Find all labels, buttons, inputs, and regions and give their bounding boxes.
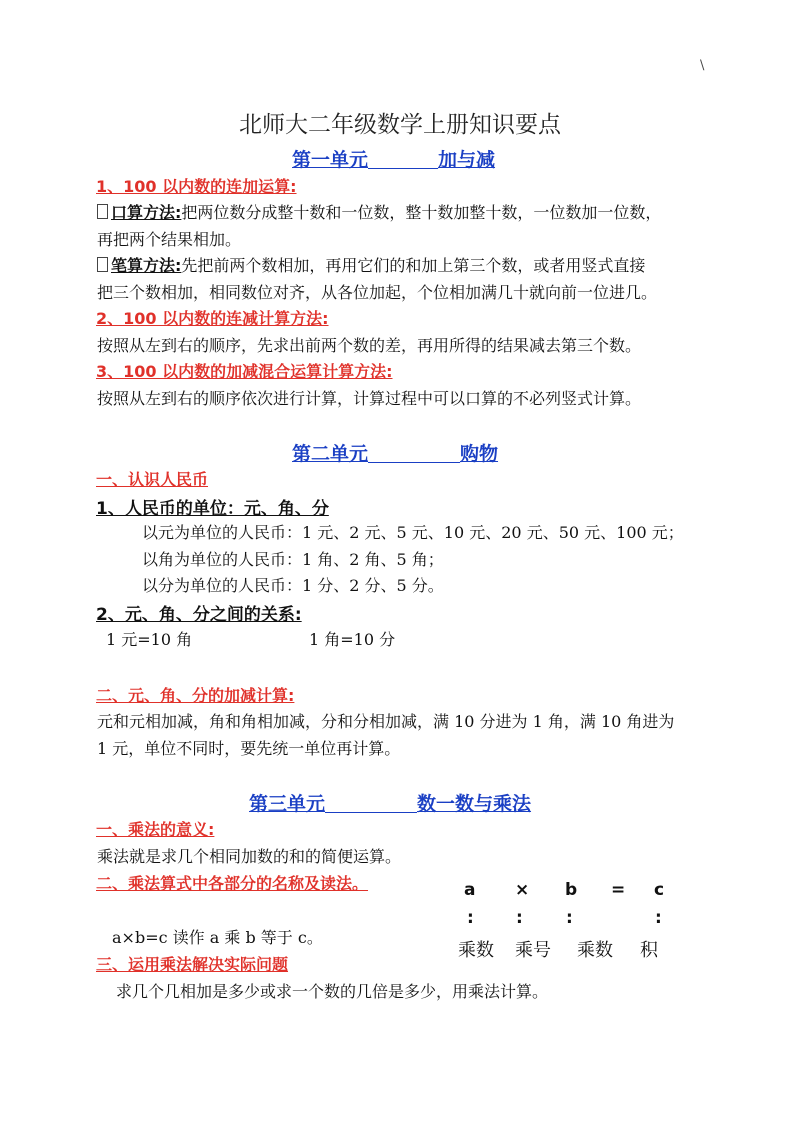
checkbox-icon <box>97 257 108 272</box>
diagram-colon: : <box>655 908 662 928</box>
unit3-section1-heading: 一、乘法的意义: <box>96 820 215 839</box>
unit2-topic: 购物 <box>460 443 499 465</box>
diagram-colon: : <box>566 908 573 928</box>
unit2-section2-text2: 1 元，单位不同时，要先统一单位再计算。 <box>97 739 401 758</box>
unit1-name: 第一单元 <box>292 149 369 171</box>
yuan-line: 以元为单位的人民币：1 元、2 元、5 元、10 元、20 元、50 元、100 元； <box>142 523 684 542</box>
diagram-label-product: 积 <box>640 940 658 961</box>
written-method-line <box>97 253 645 276</box>
oral-method-text: 把两位数分成整十数和一位数，整十数加整十数，一位数加一位数， <box>181 203 662 222</box>
unit3-topic: 数一数与乘法 <box>417 793 532 815</box>
jiao-fen-relation: 1 角=10 分 <box>309 630 396 649</box>
oral-method-line2: 再把两个结果相加。 <box>97 230 242 249</box>
diagram-equals-sign: = <box>611 880 626 900</box>
unit3-heading <box>249 789 531 816</box>
unit1-section2-text: 按照从左到右的顺序，先求出前两个数的差，再用所得的结果减去第三个数。 <box>97 336 642 355</box>
oral-method-line <box>97 200 661 223</box>
unit1-section2-heading: 2、100 以内数的连减计算方法: <box>96 309 329 328</box>
checkbox-icon <box>97 204 108 219</box>
diagram-colon: : <box>516 908 523 928</box>
unit1-topic: 加与减 <box>438 149 496 171</box>
unit3-section2-heading: 二、乘法算式中各部分的名称及读法。 <box>96 874 369 893</box>
unit1-section1-heading: 1、100 以内数的连加运算: <box>96 177 297 196</box>
written-method-label: 笔算方法: <box>111 256 182 275</box>
unit2-section2-heading: 二、元、角、分的加减计算: <box>96 686 295 705</box>
written-method-text: 先把前两个数相加，再用它们的和加上第三个数，或者用竖式直接 <box>181 256 646 275</box>
unit1-heading <box>292 145 495 172</box>
diagram-factor-b: b <box>565 880 578 900</box>
unit1-section3-heading: 3、100 以内数的加减混合运算计算方法: <box>96 362 393 381</box>
yuan-jiao-relation: 1 元=10 角 <box>106 630 193 649</box>
diagram-label-factor: 乘数 <box>577 940 613 961</box>
unit3-name: 第三单元 <box>249 793 326 815</box>
multiplication-reading: a×b=c 读作 a 乘 b 等于 c。 <box>112 928 323 947</box>
diagram-label-times: 乘号 <box>515 940 551 961</box>
currency-units-heading: 1、人民币的单位：元、角、分 <box>96 499 329 519</box>
unit2-name: 第二单元 <box>292 443 369 465</box>
heading-underline <box>368 150 438 169</box>
corner-mark: \ <box>700 58 705 73</box>
diagram-times-sign: × <box>515 880 530 900</box>
written-method-line2: 把三个数相加，相同数位对齐，从各位加起，个位相加满几十就向前一位进几。 <box>97 283 658 302</box>
oral-method-label: 口算方法: <box>111 203 182 222</box>
diagram-colon: : <box>467 908 474 928</box>
unit3-section1-text: 乘法就是求几个相同加数的和的简便运算。 <box>97 847 402 866</box>
document-title: 北师大二年级数学上册知识要点 <box>239 112 561 138</box>
heading-underline <box>325 794 417 813</box>
unit1-section3-text: 按照从左到右的顺序依次进行计算，计算过程中可以口算的不必列竖式计算。 <box>97 389 642 408</box>
diagram-label-factor: 乘数 <box>458 940 494 961</box>
unit3-section3-text: 求几个几相加是多少或求一个数的几倍是多少，用乘法计算。 <box>116 982 549 1001</box>
fen-line: 以分为单位的人民币：1 分、2 分、5 分。 <box>142 576 444 595</box>
currency-relation-heading: 2、元、角、分之间的关系: <box>96 605 302 625</box>
unit2-section1-heading: 一、认识人民币 <box>96 470 209 489</box>
unit2-heading <box>292 439 498 466</box>
diagram-factor-a: a <box>464 880 476 900</box>
unit3-section3-heading: 三、运用乘法解决实际问题 <box>96 955 289 974</box>
diagram-product-c: c <box>654 880 665 900</box>
jiao-line: 以角为单位的人民币：1 角、2 角、5 角； <box>142 550 444 569</box>
heading-underline <box>368 444 460 463</box>
unit2-section2-text: 元和元相加减，角和角相加减，分和分相加减，满 10 分进为 1 角，满 10 角进为 <box>97 712 675 731</box>
